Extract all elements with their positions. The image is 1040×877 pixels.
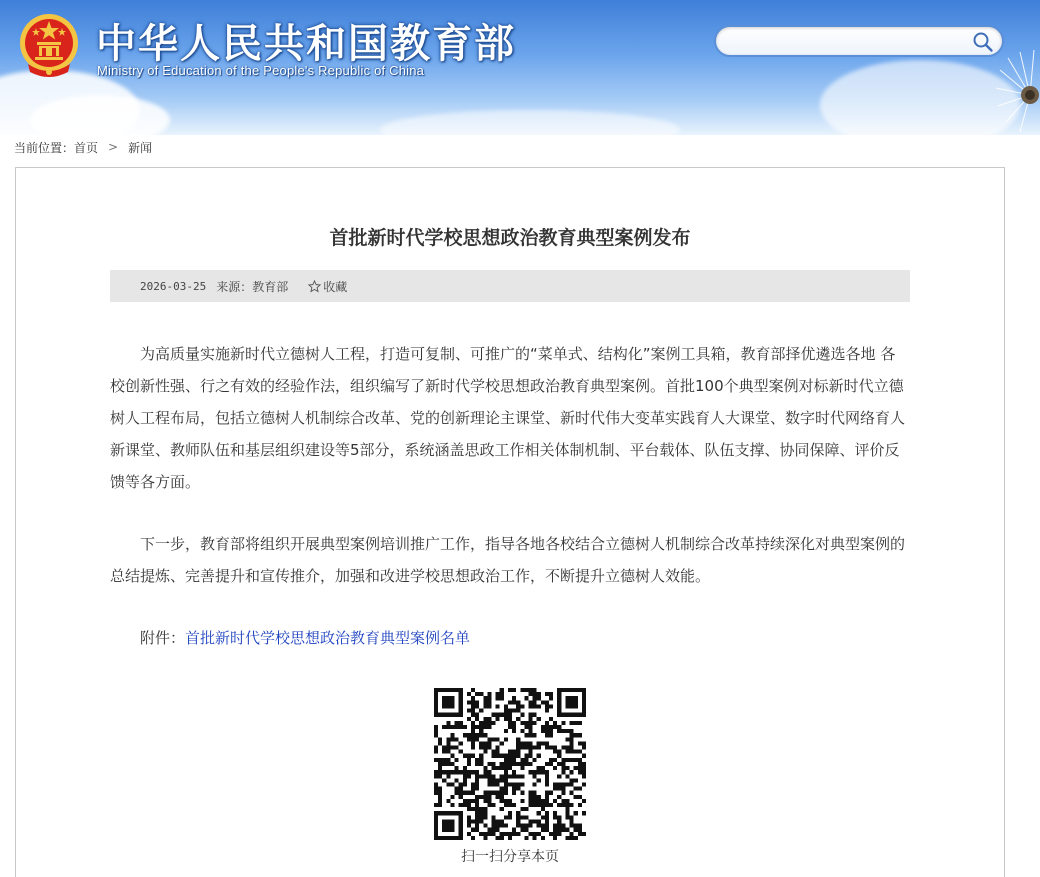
favorite-label: 收藏 (323, 279, 348, 294)
breadcrumb (14, 138, 152, 156)
breadcrumb-separator-icon: > (108, 140, 119, 154)
site-subtitle: Ministry of Education of the People's Republic of China (97, 63, 425, 78)
article-date: 2026-03-25 (140, 279, 207, 293)
breadcrumb-home-link[interactable]: 首页 (74, 140, 99, 155)
site-title[interactable]: 中华人民共和国教育部 (96, 21, 516, 67)
article-meta-bar (110, 270, 910, 302)
attachment-line (110, 622, 910, 654)
dandelion-decoration (960, 0, 1040, 135)
search-input[interactable] (728, 31, 976, 53)
qr-code-icon[interactable] (434, 688, 586, 840)
star-icon (308, 280, 321, 293)
qr-share (434, 688, 586, 866)
article-paragraph: 为高质量实施新时代立德树人工程，打造可复制、可推广的“菜单式、结构化”案例工具箱，教育部择优遴选各地 各校创新性强、行之有效的经验作法，组织编写了新时代学校思想政治教育典型案例。首批100个典型案例对标新时代立德树人工程布局，包括立德树人机制综合改革、党的创新理论主课堂、新时代伟大变革实践育人大课堂、数字时代网络育人新课堂、教师队伍和基层组织建设等5部分，系统涵盖思政工作相关体制机制、平台载体、队伍支撑、协同保障、评价反馈等各方面。 (110, 345, 906, 491)
article-body (110, 338, 910, 654)
favorite-button[interactable] (308, 278, 347, 295)
article-paragraph: 下一步，教育部将组织开展典型案例培训推广工作，指导各地各校结合立德树人机制综合改革持续深化对典型案例的总结提炼、完善提升和宣传推介，加强和改进学校思想政治工作，不断提升立德树人效能。 (110, 535, 906, 585)
cloud-decoration (380, 110, 680, 135)
breadcrumb-label: 当前位置： (14, 140, 75, 155)
breadcrumb-news-link[interactable]: 新闻 (128, 140, 153, 155)
site-header (0, 0, 1040, 135)
article-source: 来源：教育部 (216, 279, 289, 294)
attachment-link[interactable]: 首批新时代学校思想政治教育典型案例名单 (185, 629, 471, 647)
attachment-label: 附件： (140, 629, 186, 647)
article-title: 首批新时代学校思想政治教育典型案例发布 (329, 227, 691, 249)
article-panel (15, 167, 1005, 877)
national-emblem-icon[interactable] (18, 12, 80, 78)
qr-caption: 扫一扫分享本页 (461, 849, 559, 865)
cloud-decoration (30, 95, 170, 135)
